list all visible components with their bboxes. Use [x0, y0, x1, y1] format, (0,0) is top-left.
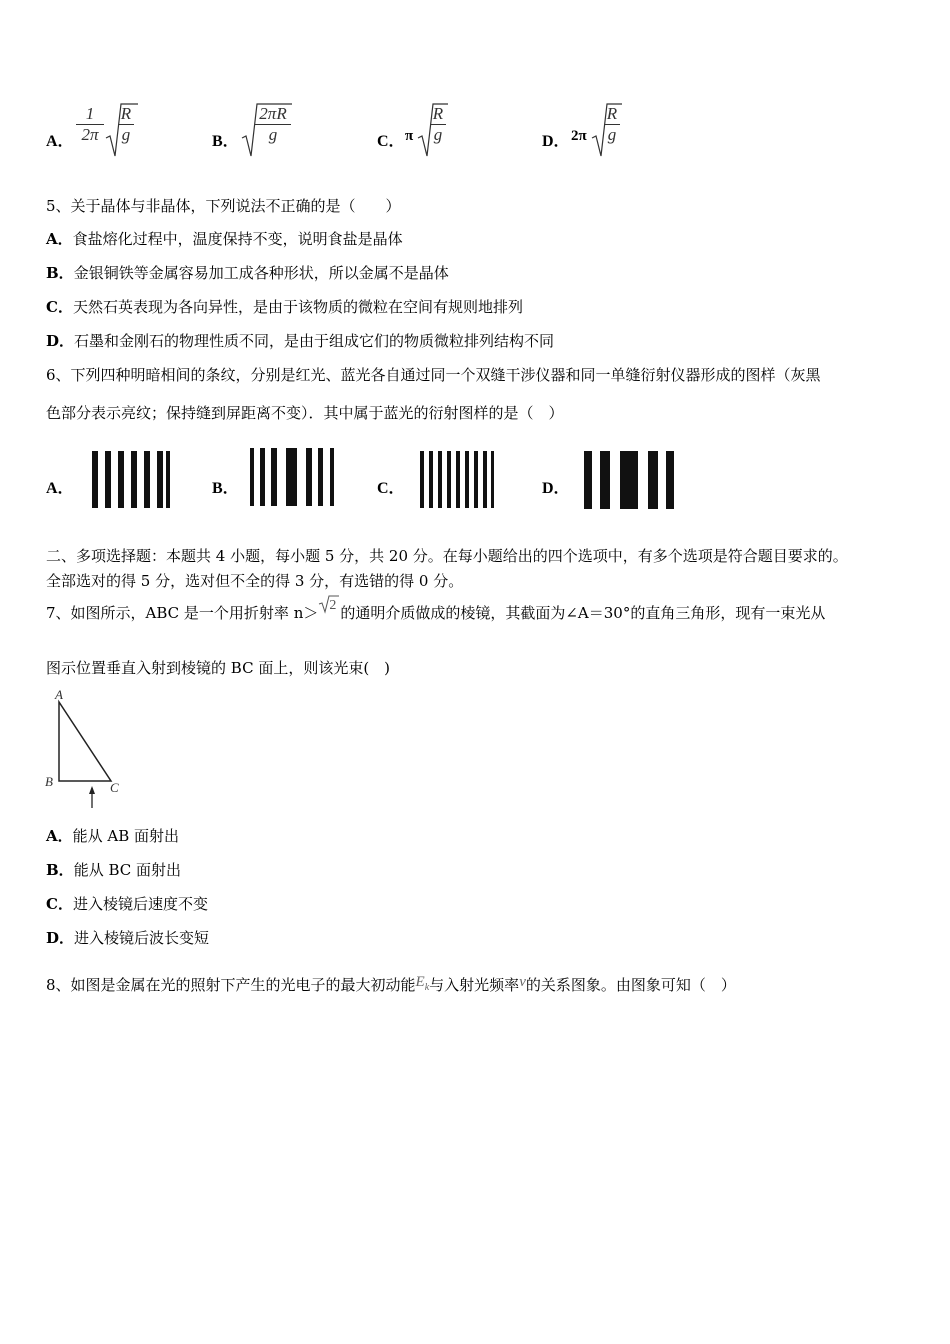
q7-option-a[interactable] — [46, 826, 179, 846]
q5-option-c-label: C． — [46, 298, 73, 316]
q7-option-c[interactable] — [46, 894, 208, 914]
section2-line1: 二、多项选择题：本题共 4 小题，每小题 5 分，共 20 分。在每小题给出的四个选项中，有多个选项是符合题目要求的。 — [46, 547, 848, 565]
q4-option-b-rad-num: 2πR — [259, 104, 287, 123]
q4-option-c-label[interactable]: C． — [377, 133, 405, 150]
q4-option-c-rad-num: R — [432, 104, 444, 123]
q8-stem-b: 与入射光频率 — [429, 976, 520, 994]
q6-option-c-label[interactable]: C． — [377, 480, 405, 497]
q8-ek-subscript: k — [424, 982, 430, 993]
q7-option-b-text: 能从 BC 面射出 — [73, 861, 182, 879]
q5-option-c-text: 天然石英表现为各向异性，是由于该物质的微粒在空间有规则地排列 — [72, 298, 523, 316]
q6-pattern-d-icon — [582, 449, 676, 511]
q7-stem-a: 7、如图所示，ABC 是一个用折射率 n＞ — [46, 604, 319, 622]
q7-option-b[interactable] — [46, 860, 181, 880]
q8-nu-symbol: ν — [519, 974, 526, 990]
q7-prism-figure — [44, 688, 124, 810]
q7-sqrt2 — [318, 598, 340, 623]
q8-ek-symbol: E — [415, 974, 425, 990]
q7-option-d[interactable] — [46, 928, 209, 948]
q4-option-a-denominator: 2π — [76, 124, 104, 145]
q4-option-a-rad-den: g — [118, 124, 134, 145]
q6-stem-line1: 6、下列四种明暗相间的条纹，分别是红光、蓝光各自通过同一个双缝干涉仪器和同一单缝衍射仪器形成的图样（灰黑 — [46, 366, 821, 384]
q5-option-d[interactable] — [46, 331, 554, 351]
q7-label-b: B — [45, 774, 53, 789]
q7-label-a: A — [55, 687, 63, 702]
q5-option-a-label: A． — [46, 230, 73, 248]
q7-arrow-icon — [89, 786, 95, 794]
q4-option-d-radicand — [604, 104, 620, 145]
q8-stem — [46, 975, 736, 1002]
q7-option-a-text: 能从 AB 面射出 — [72, 827, 180, 845]
q7-stem-line1 — [46, 598, 826, 623]
q7-sqrt2-value: 2 — [329, 598, 337, 613]
q5-option-d-label: D． — [46, 332, 75, 350]
q4-option-a-numerator: 1 — [85, 104, 95, 123]
q6-stem-line2: 色部分表示亮纹；保持缝到屏距离不变）．其中属于蓝光的衍射图样的是（ ） — [46, 404, 564, 422]
q4-option-c-rad-den: g — [430, 124, 446, 145]
q4-option-a-radicand — [118, 104, 134, 145]
q4-option-d-rad-den: g — [604, 124, 620, 145]
q4-option-b-radicand — [255, 104, 291, 145]
q8-stem-a: 8、如图是金属在光的照射下产生的光电子的最大初动能 — [46, 976, 416, 994]
q5-option-b[interactable] — [46, 263, 449, 283]
q7-prism-triangle — [59, 702, 111, 781]
q4-option-c-radicand — [430, 104, 446, 145]
q7-option-c-label: C． — [46, 895, 73, 913]
q4-option-d-coef: 2π — [571, 128, 587, 144]
q4-option-b-rad-den: g — [255, 124, 291, 145]
q8-ek — [415, 974, 430, 993]
q4-option-a-rad-num: R — [120, 104, 132, 123]
q7-option-b-label: B． — [46, 861, 74, 879]
section2-line2: 全部选对的得 5 分，选对但不全的得 3 分，有选错的得 0 分。 — [46, 572, 464, 590]
q4-option-a-fraction — [76, 104, 104, 145]
q4-option-d-rad-num: R — [606, 104, 618, 123]
q5-option-a-text: 食盐熔化过程中，温度保持不变，说明食盐是晶体 — [72, 230, 403, 248]
q5-option-a[interactable] — [46, 229, 403, 249]
q7-stem-b: 的通明介质做成的棱镜，其截面为∠A＝30°的直角三角形，现有一束光从 — [340, 604, 826, 622]
q6-pattern-c-icon — [418, 449, 496, 509]
q5-option-c[interactable] — [46, 297, 523, 317]
q8-stem-c: 的关系图象。由图象可知（ ） — [525, 976, 736, 994]
q4-option-b-label[interactable]: B． — [212, 133, 239, 150]
q6-pattern-b-icon — [248, 446, 338, 508]
q7-option-a-label: A． — [46, 827, 73, 845]
q5-stem: 5、关于晶体与非晶体，下列说法不正确的是（ ） — [46, 197, 401, 215]
q7-option-c-text: 进入棱镜后速度不变 — [72, 895, 208, 913]
q4-option-a-label[interactable]: A． — [46, 133, 74, 150]
q5-option-b-text: 金银铜铁等金属容易加工成各种形状，所以金属不是晶体 — [73, 264, 449, 282]
q5-option-d-text: 石墨和金刚石的物理性质不同，是由于组成它们的物质微粒排列结构不同 — [74, 332, 555, 350]
q6-option-a-label[interactable]: A． — [46, 480, 74, 497]
q6-option-b-label[interactable]: B． — [212, 480, 239, 497]
q4-option-c-coef: π — [405, 128, 414, 144]
q5-option-b-label: B． — [46, 264, 74, 282]
q7-option-d-text: 进入棱镜后波长变短 — [74, 929, 210, 947]
q4-option-d-label[interactable]: D． — [542, 133, 570, 150]
q7-label-c: C — [110, 780, 119, 795]
q6-pattern-a-icon — [90, 449, 172, 509]
q7-stem-line2: 图示位置垂直入射到棱镜的 BC 面上，则该光束( ) — [46, 659, 391, 677]
q6-option-d-label[interactable]: D． — [542, 480, 570, 497]
q7-option-d-label: D． — [46, 929, 75, 947]
